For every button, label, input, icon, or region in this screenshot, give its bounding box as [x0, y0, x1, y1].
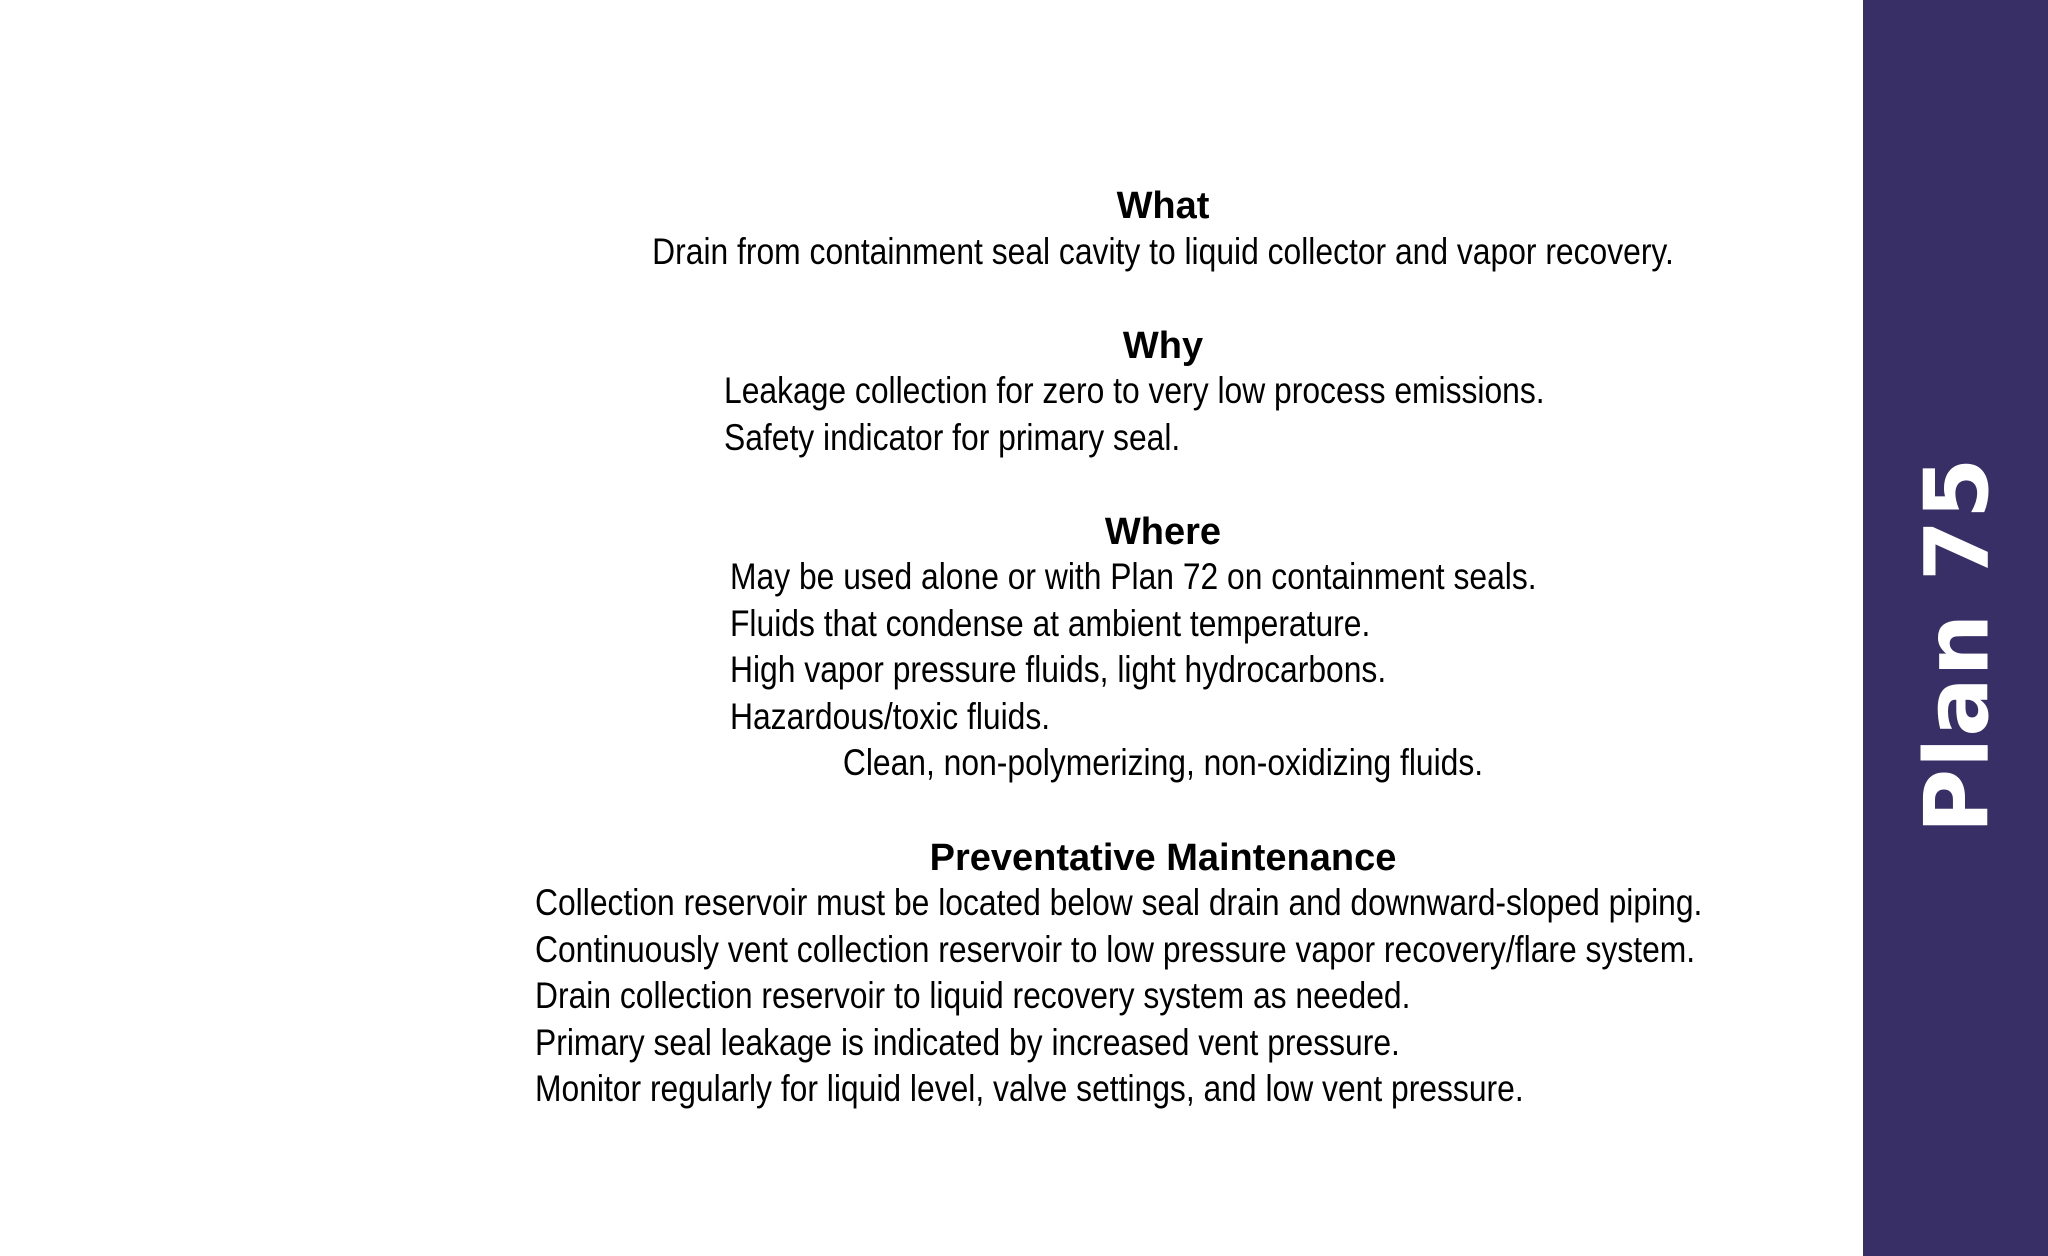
what-line-1: Drain from containment seal cavity to liquid collector and vapor recovery.: [652, 231, 1674, 272]
where-line-5: Clean, non-polymerizing, non-oxidizing fluids.: [842, 742, 1484, 783]
where-line-2: Fluids that condense at ambient temperature.: [730, 603, 1371, 644]
what-heading: What: [1116, 185, 1210, 227]
maintenance-line-5: Monitor regularly for liquid level, valve settings, and low vent pressure.: [535, 1068, 1524, 1109]
maintenance-line-4: Primary seal leakage is indicated by increased vent pressure.: [535, 1022, 1400, 1063]
maintenance-line-1: Collection reservoir must be located below seal drain and downward-sloped piping.: [535, 882, 1703, 923]
maintenance-heading: Preventative Maintenance: [929, 837, 1397, 879]
maintenance-line-3: Drain collection reservoir to liquid recovery system as needed.: [535, 975, 1411, 1016]
where-heading: Where: [1104, 511, 1222, 553]
maintenance-line-2: Continuously vent collection reservoir to low pressure vapor recovery/flare system.: [535, 929, 1696, 970]
where-line-4: Hazardous/toxic fluids.: [730, 696, 1051, 737]
why-line-1: Leakage collection for zero to very low process emissions.: [724, 370, 1545, 411]
why-heading: Why: [1122, 325, 1204, 367]
why-line-2: Safety indicator for primary seal.: [724, 417, 1181, 458]
where-line-1: May be used alone or with Plan 72 on containment seals.: [730, 556, 1537, 597]
plan-title: Plan 75: [1905, 456, 2009, 834]
where-line-3: High vapor pressure fluids, light hydrocarbons.: [730, 649, 1387, 690]
